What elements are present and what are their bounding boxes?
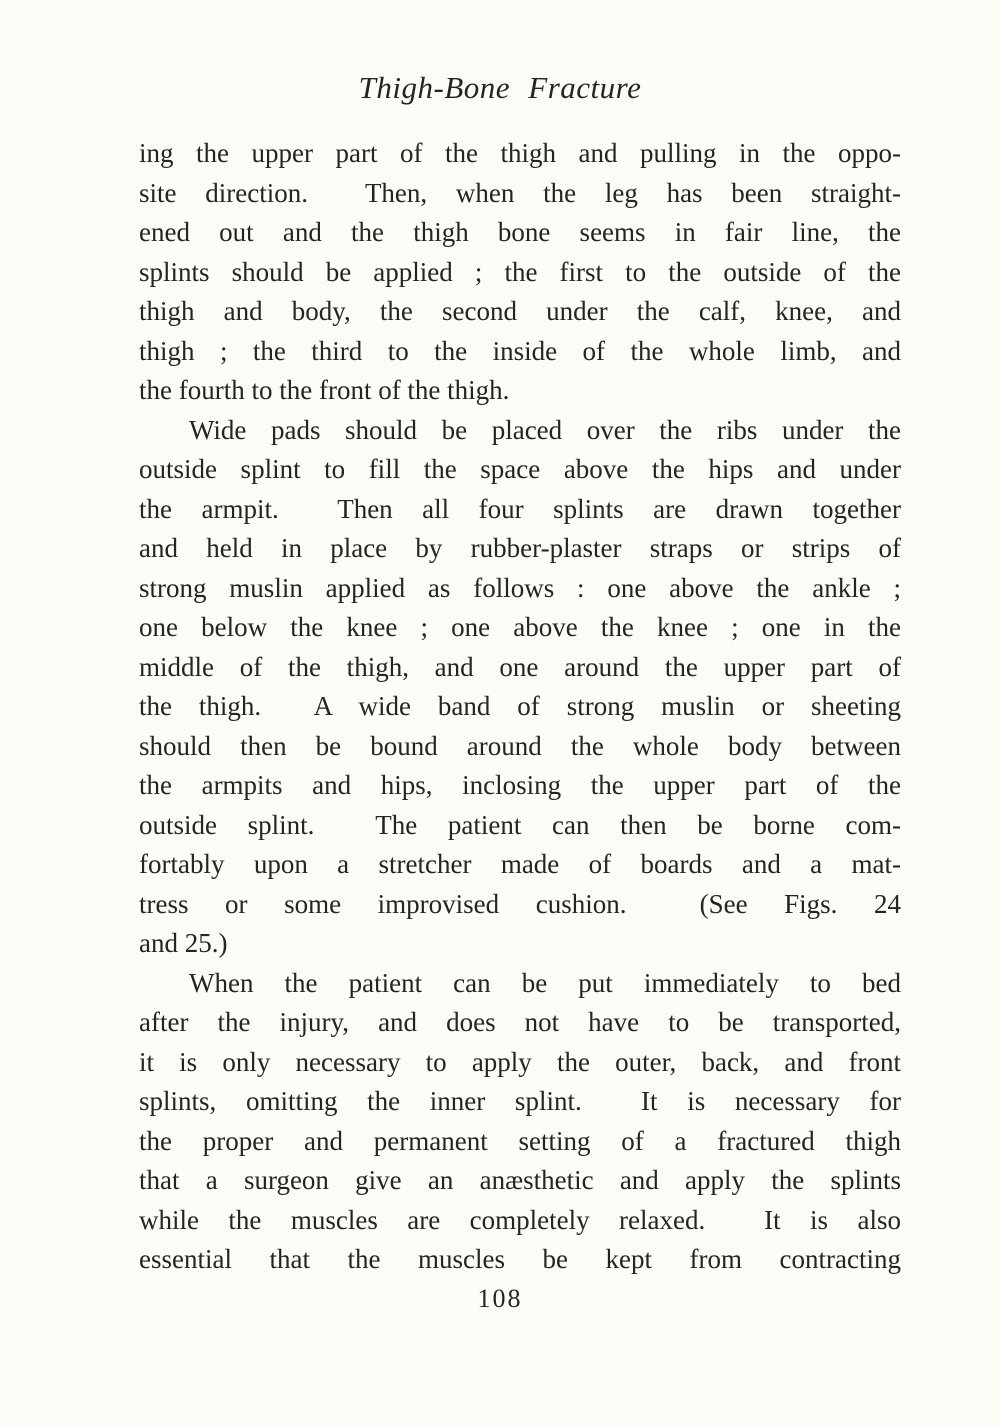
text-line: When the patient can be put immediately to bed [189, 967, 901, 998]
text-line: fortably upon a stretcher made of boards and a mat- [139, 849, 901, 879]
text-line: that a surgeon give an anæsthetic and apply the splints [139, 1165, 901, 1195]
text-line: while the muscles are completely relaxed. It is also [139, 1204, 901, 1235]
text-line: the thigh. A wide band of strong muslin or sheeting [139, 691, 901, 721]
paragraph [139, 134, 901, 411]
text-line: splints should be applied ; the first to the outside of the [139, 256, 901, 287]
text-line: the armpits and hips, inclosing the upper part of the [139, 770, 901, 800]
text-line: the armpit. Then all four splints are drawn together [139, 493, 901, 524]
text-line: the proper and permanent setting of a fractured thigh [139, 1125, 901, 1156]
text-line: and 25.) [139, 928, 228, 958]
text-line: essential that the muscles be kept from contracting [139, 1244, 901, 1274]
text-line: ened out and the thigh bone seems in fair line, the [139, 217, 901, 247]
text-line: outside splint. The patient can then be borne com- [139, 809, 901, 840]
text-line: the fourth to the front of the thigh. [139, 375, 510, 405]
page-number: 108 [477, 1284, 523, 1313]
text-line: it is only necessary to apply the outer, back, and front [139, 1046, 901, 1077]
text-line: Wide pads should be placed over the ribs under the [189, 414, 901, 445]
text-line: one below the knee ; one above the knee ; one in the [139, 612, 901, 642]
text-line: after the injury, and does not have to be transported, [139, 1007, 901, 1037]
text-line: thigh and body, the second under the calf, knee, and [139, 296, 901, 326]
text-line: and held in place by rubber-plaster straps or strips of [139, 533, 901, 563]
page-title: Thigh-Bone Fracture [358, 70, 642, 105]
text-line: outside splint to fill the space above the hips and under [139, 454, 901, 484]
text-line: strong muslin applied as follows : one above the ankle ; [139, 572, 901, 603]
paragraph [139, 411, 901, 964]
text-line: splints, omitting the inner splint. It is necessary for [139, 1086, 901, 1116]
text-line: ing the upper part of the thigh and pulling in the oppo- [139, 138, 901, 168]
text-block [139, 134, 901, 1280]
text-line: tress or some improvised cushion. (See Figs. 24 [139, 888, 901, 919]
text-line: site direction. Then, when the leg has been straight- [139, 177, 901, 208]
text-line: should then be bound around the whole body between [139, 730, 901, 761]
text-line: middle of the thigh, and one around the upper part of [139, 651, 901, 682]
text-line: thigh ; the third to the inside of the whole limb, and [139, 335, 901, 366]
paragraph [139, 964, 901, 1280]
